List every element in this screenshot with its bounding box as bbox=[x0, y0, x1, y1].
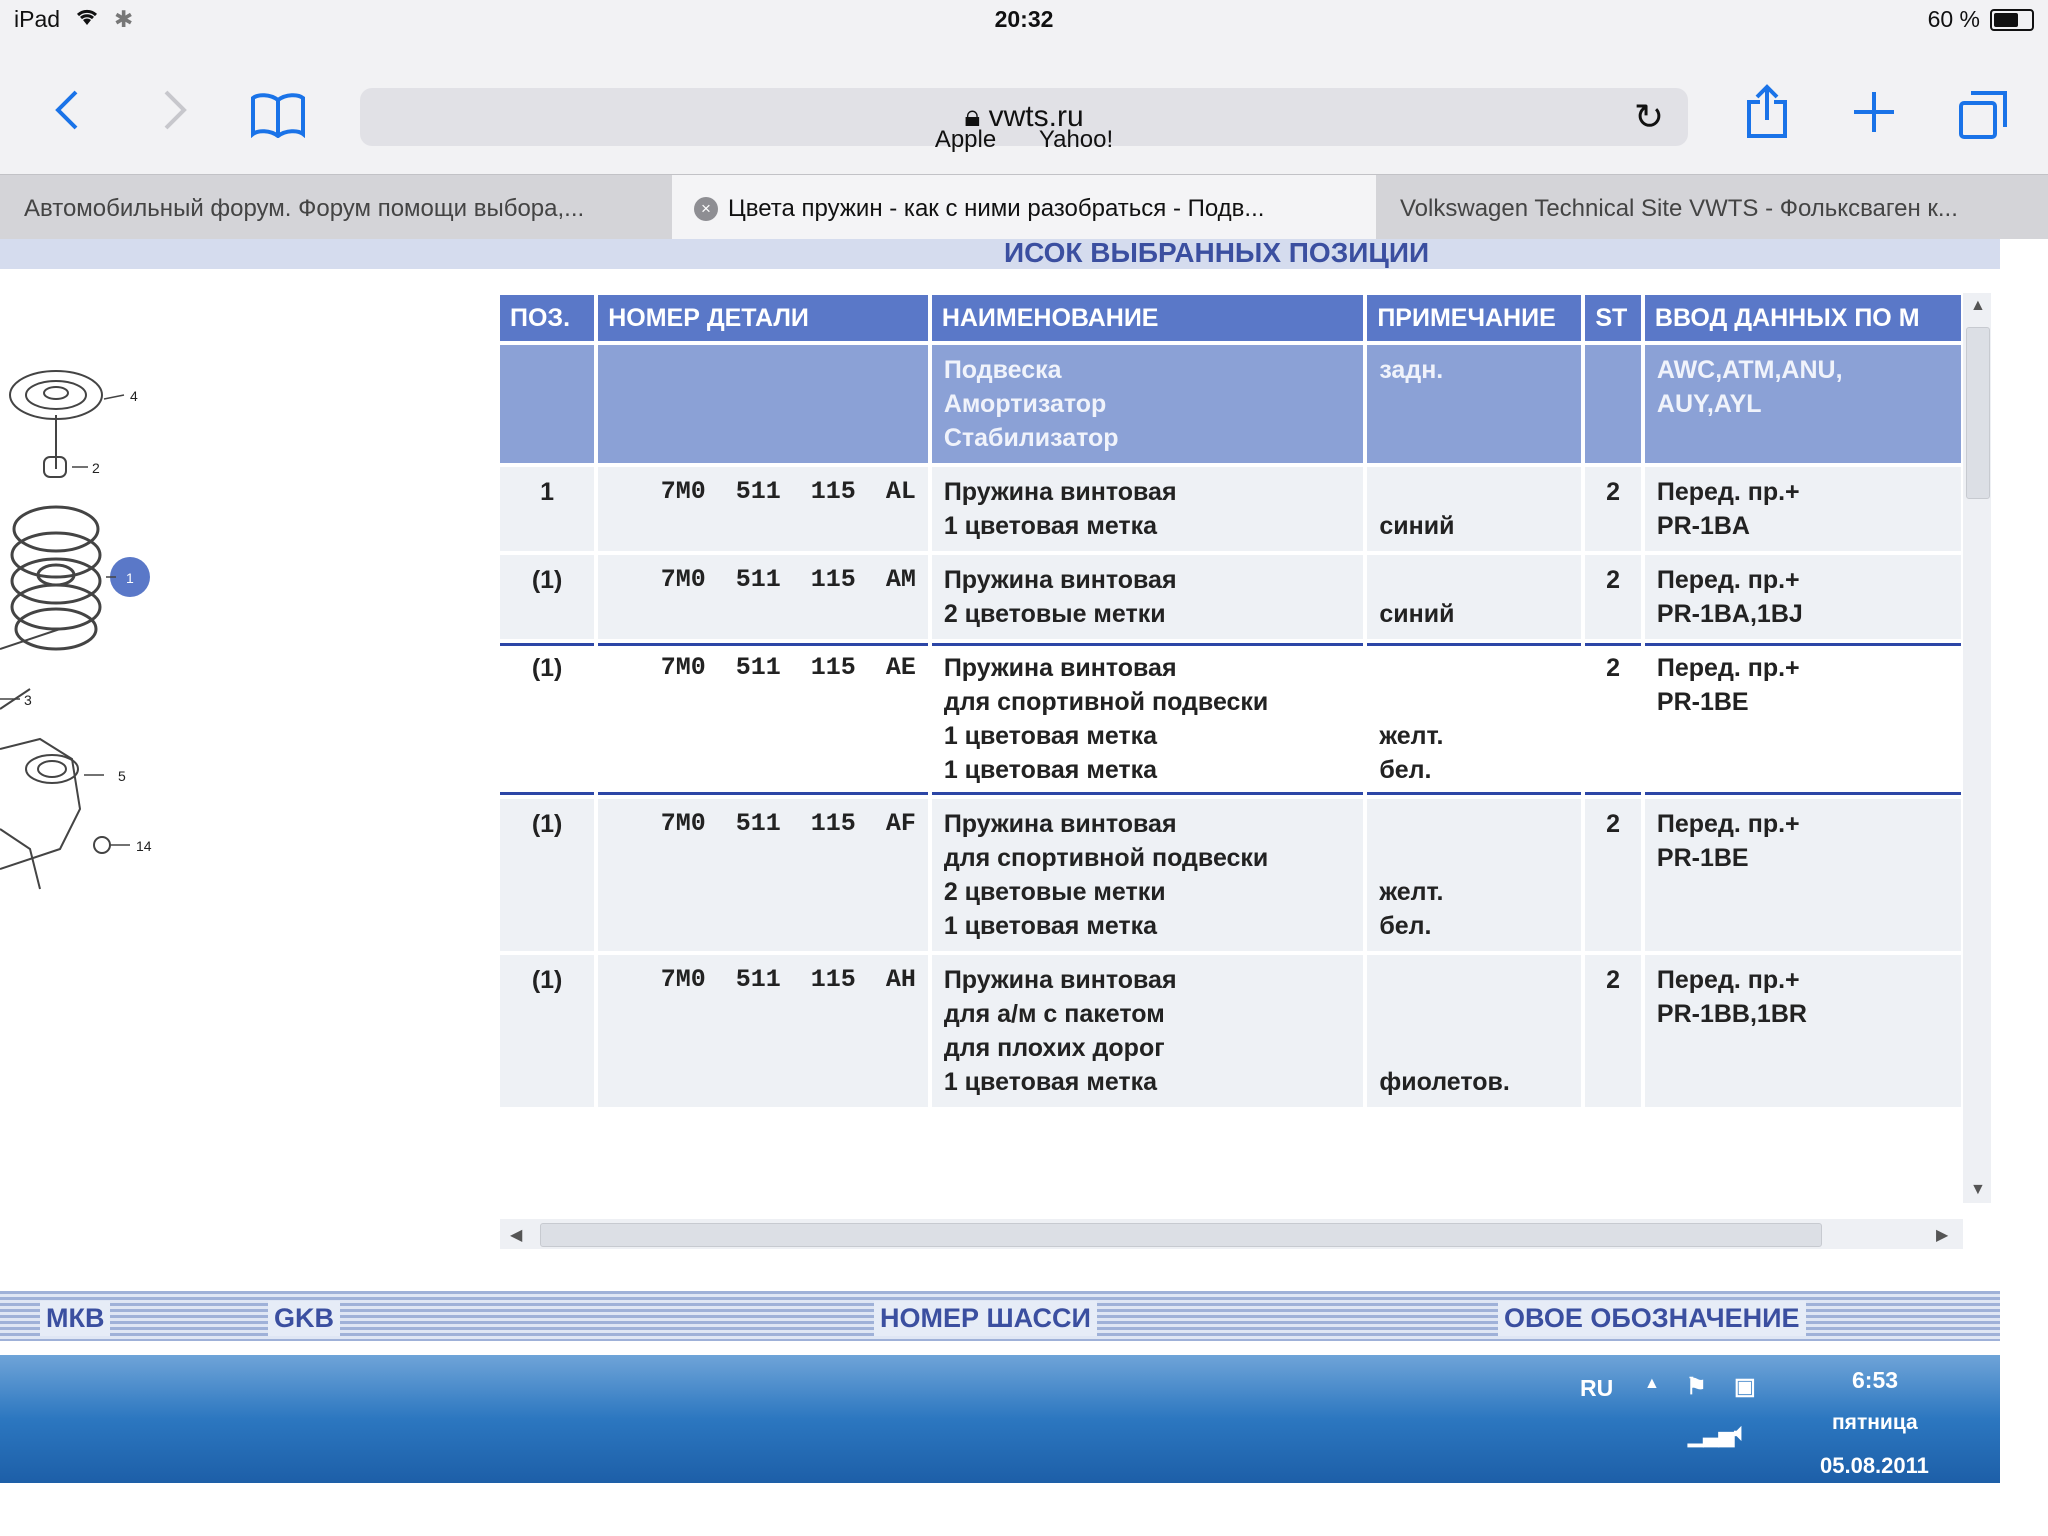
favorite-yahoo[interactable]: Yahoo! bbox=[1038, 126, 1114, 153]
cell-line bbox=[1379, 651, 1569, 685]
cell-note bbox=[1367, 799, 1581, 951]
cell-line: для а/м с пакетом bbox=[943, 1000, 1165, 1028]
cell-line: PR-1BA,1BJ bbox=[1656, 600, 1803, 628]
cell-data bbox=[1645, 955, 1961, 1107]
tab-spring-colors[interactable] bbox=[672, 175, 1376, 239]
cell-line: 2 цветовые метки bbox=[943, 878, 1166, 906]
cell-line: Перед. пр.+ bbox=[1656, 654, 1800, 682]
cell-line: Перед. пр.+ bbox=[1656, 478, 1800, 506]
cell-line: желт. bbox=[1379, 878, 1444, 906]
col-data-entry[interactable]: ВВОД ДАННЫХ ПО М bbox=[1645, 295, 1961, 341]
cell-name bbox=[932, 555, 1364, 639]
col-st[interactable]: ST bbox=[1585, 295, 1641, 341]
nav-gkb[interactable]: GKB bbox=[268, 1301, 340, 1336]
cell-part-number: 7M0 511 115 AL bbox=[598, 467, 928, 551]
cell-pos: (1) bbox=[500, 799, 594, 951]
cell-note: задн. bbox=[1367, 345, 1581, 463]
cell-line: бел. bbox=[1379, 912, 1432, 940]
cell-name bbox=[932, 955, 1364, 1107]
cell-name bbox=[932, 799, 1364, 951]
cell-part-number: 7M0 511 115 AM bbox=[598, 555, 928, 639]
address-url: 🔒︎ vwts.ru bbox=[964, 100, 1084, 133]
tray-weekday: пятница bbox=[1832, 1411, 1918, 1434]
table-header-row bbox=[500, 295, 1961, 341]
cell-name bbox=[932, 643, 1364, 795]
selected-positions-header: ИСОК ВЫБРАННЫХ ПОЗИЦИИ bbox=[0, 239, 2000, 269]
page-screenshot-content bbox=[0, 239, 2048, 1536]
tab-vwts[interactable]: Volkswagen Technical Site VWTS - Фольксваген к... bbox=[1400, 195, 1958, 222]
cell-line: Пружина винтовая bbox=[943, 654, 1177, 682]
scroll-up-arrow-icon[interactable]: ▲ bbox=[1970, 297, 1986, 314]
table-row[interactable] bbox=[500, 643, 1961, 795]
battery-icon bbox=[1990, 9, 2034, 31]
table-group-row[interactable] bbox=[500, 345, 1961, 463]
cell-line: Перед. пр.+ bbox=[1656, 810, 1800, 838]
cell-line: Подвеска bbox=[943, 356, 1062, 384]
cell-st: 2 bbox=[1585, 643, 1641, 795]
cell-line: 2 цветовые метки bbox=[943, 600, 1166, 628]
tab-auto-forum[interactable]: Автомобильный форум. Форум помощи выбора,... bbox=[24, 195, 585, 222]
diagram-lower-bracket bbox=[0, 629, 110, 889]
tray-network-signal-icon[interactable]: ▁▃▅ bbox=[1688, 1425, 1735, 1447]
diagram-label-2: 2 bbox=[92, 460, 100, 476]
parts-table bbox=[500, 291, 1965, 1111]
col-pos[interactable]: ПОЗ. bbox=[500, 295, 594, 341]
cell-line: фиолетов. bbox=[1379, 1068, 1510, 1096]
favorite-apple[interactable]: Apple bbox=[934, 126, 997, 153]
cell-line: Пружина винтовая bbox=[943, 966, 1177, 994]
cell-line: 1 цветовая метка bbox=[943, 1068, 1158, 1096]
cell-line bbox=[1379, 685, 1569, 719]
suspension-diagram bbox=[0, 289, 180, 929]
cell-name bbox=[932, 467, 1364, 551]
diagram-label-1: 1 bbox=[126, 570, 134, 586]
tray-volume-icon[interactable]: 🔈︎ bbox=[1734, 1419, 1748, 1445]
cell-line bbox=[1379, 997, 1569, 1031]
tray-flag-icon[interactable]: ⚑ bbox=[1686, 1373, 1707, 1399]
diagram-label-3: 3 bbox=[24, 692, 32, 708]
cell-line bbox=[1379, 475, 1569, 509]
diagram-label-14: 14 bbox=[136, 838, 152, 854]
nav-chassis-number[interactable]: НОМЕР ШАССИ bbox=[874, 1301, 1097, 1336]
cell-line: PR-1BE bbox=[1656, 844, 1749, 872]
cell-line: синий bbox=[1379, 600, 1455, 628]
cell-part bbox=[598, 345, 928, 463]
cell-st: 2 bbox=[1585, 555, 1641, 639]
tray-language[interactable]: RU bbox=[1580, 1375, 1614, 1401]
cell-line: PR-1BB,1BR bbox=[1656, 1000, 1807, 1028]
status-time: 20:32 bbox=[994, 6, 1054, 32]
table-row[interactable] bbox=[500, 467, 1961, 551]
table-row[interactable] bbox=[500, 955, 1961, 1107]
tray-power-icon[interactable]: ▣ bbox=[1734, 1373, 1756, 1399]
cell-pos: (1) bbox=[500, 955, 594, 1107]
cell-data bbox=[1645, 467, 1961, 551]
cell-pos bbox=[500, 345, 594, 463]
col-note[interactable]: ПРИМЕЧАНИЕ bbox=[1367, 295, 1581, 341]
cell-line: PR-1BE bbox=[1656, 688, 1749, 716]
cell-note bbox=[1367, 467, 1581, 551]
cell-data bbox=[1645, 345, 1961, 463]
cell-line bbox=[1379, 963, 1569, 997]
cell-line: PR-1BA bbox=[1656, 512, 1750, 540]
cell-line: Пружина винтовая bbox=[943, 478, 1177, 506]
cell-line: бел. bbox=[1379, 756, 1432, 784]
table-row[interactable] bbox=[500, 799, 1961, 951]
cell-st: 2 bbox=[1585, 955, 1641, 1107]
safari-toolbar bbox=[0, 40, 2048, 174]
diagram-coil-spring bbox=[12, 507, 100, 649]
cell-line: для спортивной подвески bbox=[943, 688, 1269, 716]
col-part-number[interactable]: НОМЕР ДЕТАЛИ bbox=[598, 295, 928, 341]
cell-line bbox=[1379, 1031, 1569, 1065]
scroll-down-arrow-icon[interactable]: ▼ bbox=[1970, 1181, 1986, 1198]
cell-line: Пружина винтовая bbox=[943, 566, 1177, 594]
cell-line: для спортивной подвески bbox=[943, 844, 1269, 872]
cell-line: 1 цветовая метка bbox=[943, 912, 1158, 940]
cell-pos: (1) bbox=[500, 643, 594, 795]
cell-pos: 1 bbox=[500, 467, 594, 551]
diagram-top-mount bbox=[10, 371, 102, 477]
col-name[interactable]: НАИМЕНОВАНИЕ bbox=[932, 295, 1364, 341]
cell-line: Пружина винтовая bbox=[943, 810, 1177, 838]
cell-st bbox=[1585, 345, 1641, 463]
cell-line: Перед. пр.+ bbox=[1656, 566, 1800, 594]
cell-part-number: 7M0 511 115 AF bbox=[598, 799, 928, 951]
cell-note bbox=[1367, 643, 1581, 795]
table-horizontal-scrollbar[interactable] bbox=[500, 1219, 1963, 1249]
cell-line bbox=[1379, 807, 1569, 841]
horizontal-scroll-thumb[interactable] bbox=[540, 1223, 1822, 1247]
parts-table-viewport[interactable] bbox=[500, 291, 1965, 1207]
table-vertical-scrollbar[interactable] bbox=[1963, 293, 1991, 1203]
cell-part-number: 7M0 511 115 AH bbox=[598, 955, 928, 1107]
diagram-label-4: 4 bbox=[130, 388, 138, 404]
cell-part-number: 7M0 511 115 AE bbox=[598, 643, 928, 795]
cell-data bbox=[1645, 643, 1961, 795]
close-tab-icon[interactable]: × bbox=[694, 197, 718, 221]
cell-line: желт. bbox=[1379, 722, 1444, 750]
cell-line bbox=[1379, 563, 1569, 597]
cell-line: 1 цветовая метка bbox=[943, 722, 1158, 750]
tray-expand-icon[interactable]: ▲ bbox=[1644, 1375, 1660, 1392]
cell-line: AWC,ATM,ANU, bbox=[1656, 356, 1843, 384]
reload-icon[interactable]: ↻ bbox=[1633, 96, 1664, 137]
tray-clock-time[interactable]: 6:53 bbox=[1852, 1367, 1899, 1393]
cell-st: 2 bbox=[1585, 799, 1641, 951]
cell-line bbox=[1379, 841, 1569, 875]
tray-date: 05.08.2011 bbox=[1820, 1453, 1929, 1478]
cell-line: Перед. пр.+ bbox=[1656, 966, 1800, 994]
cell-line: для плохих дорог bbox=[943, 1034, 1165, 1062]
cell-line: Стабилизатор bbox=[943, 424, 1119, 452]
cell-line: AUY,AYL bbox=[1656, 390, 1762, 418]
cell-pos: (1) bbox=[500, 555, 594, 639]
cell-name bbox=[932, 345, 1364, 463]
nav-mkb[interactable]: МКВ bbox=[40, 1301, 110, 1336]
table-row[interactable] bbox=[500, 555, 1961, 639]
cell-data bbox=[1645, 555, 1961, 639]
cell-data bbox=[1645, 799, 1961, 951]
cell-line: Амортизатор bbox=[943, 390, 1107, 418]
favorites-bar bbox=[0, 126, 2048, 154]
lock-icon: 🔒︎ bbox=[964, 100, 989, 133]
activity-spinner-icon: ✱ bbox=[114, 6, 134, 32]
cell-note bbox=[1367, 955, 1581, 1107]
scroll-left-arrow-icon[interactable]: ◀ bbox=[510, 1227, 523, 1244]
catalog-bottom-nav bbox=[0, 1291, 2000, 1341]
cell-line: 1 цветовая метка bbox=[943, 512, 1158, 540]
windows-taskbar bbox=[0, 1355, 2000, 1483]
cell-st: 2 bbox=[1585, 467, 1641, 551]
vertical-scroll-thumb[interactable] bbox=[1966, 327, 1990, 499]
tab-title: Цвета пружин - как с ними разобраться - Подв... bbox=[728, 195, 1265, 222]
scroll-right-arrow-icon[interactable]: ▶ bbox=[1936, 1227, 1949, 1244]
device-name: iPad bbox=[14, 6, 61, 32]
nav-new-designation[interactable]: ОВОЕ ОБОЗНАЧЕНИЕ bbox=[1498, 1301, 1806, 1336]
ios-status-bar bbox=[0, 0, 2048, 40]
cell-line: синий bbox=[1379, 512, 1455, 540]
battery-percent: 60 % bbox=[1927, 6, 1980, 32]
cell-line: 1 цветовая метка bbox=[943, 756, 1158, 784]
browser-tab-strip bbox=[0, 174, 2048, 240]
diagram-label-5: 5 bbox=[118, 768, 126, 784]
cell-note bbox=[1367, 555, 1581, 639]
